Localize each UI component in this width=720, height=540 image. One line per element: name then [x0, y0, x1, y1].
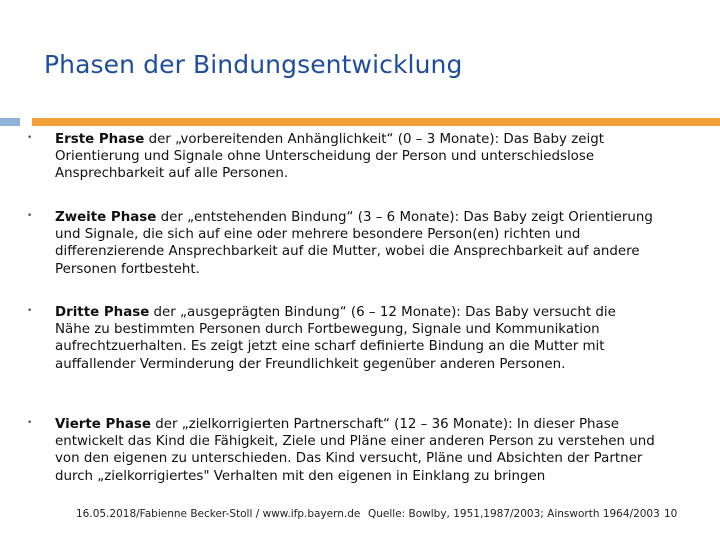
bullet-text [55, 416, 655, 485]
bullet-marker: • [27, 133, 33, 143]
bullet-text [55, 304, 655, 373]
phase-label: Zweite Phase [55, 210, 157, 225]
phase-description: der „ausgeprägten Bindung“ (6 – 12 Monate): Das Baby versucht die Nähe zu bestimmten Personen durch Fortbewegung, Signale und Kommunikation aufrechtzuerhalten. Es zeigt jetzt eine scharf definierte Bindung an die Mutter mit auffallender Verminderung der Freundlichkeit gegenüber anderen Personen. [55, 305, 616, 372]
phase-description: der „vorbereitenden Anhänglichkeit“ (0 – 3 Monate): Das Baby zeigt Orientierung und Signale ohne Unterscheidung der Person und unterschiedslose Ansprechbarkeit auf alle Personen. [55, 132, 604, 182]
bullet-marker: • [27, 306, 33, 316]
phase-description: der „zielkorrigierten Partnerschaft“ (12 – 36 Monate): In dieser Phase entwickelt das Kind die Fähigkeit, Ziele und Pläne einer anderen Person zu verstehen und von den eigenen zu unterschieden. Das Kind versucht, Pläne und Absichten der Partner durch „zielkorrigiertes" Verhalten mit den eigenen in Einklang zu bringen [55, 417, 655, 484]
footer-source: Quelle: Bowlby, 1951,1987/2003; Ainsworth 1964/2003 [368, 508, 660, 520]
phase-label: Dritte Phase [55, 305, 150, 320]
footer-date-author: 16.05.2018/Fabienne Becker-Stoll / www.ifp.bayern.de [76, 508, 361, 520]
slide-title: Phasen der Bindungsentwicklung [44, 50, 463, 79]
phase-label: Vierte Phase [55, 417, 151, 432]
phase-label: Erste Phase [55, 132, 145, 147]
bullet-text [55, 209, 655, 278]
bullet-marker: • [27, 418, 33, 428]
page-number: 10 [664, 508, 678, 520]
bullet-text [55, 131, 655, 183]
bullet-marker: • [27, 211, 33, 221]
phase-description: der „entstehenden Bindung“ (3 – 6 Monate): Das Baby zeigt Orientierung und Signale, die sich auf eine oder mehrere besondere Person(en) richten und differenzierende Ansprechbarkeit auf die Mutter, wobei die Ansprechbarkeit auf andere Personen fortbesteht. [55, 210, 653, 277]
